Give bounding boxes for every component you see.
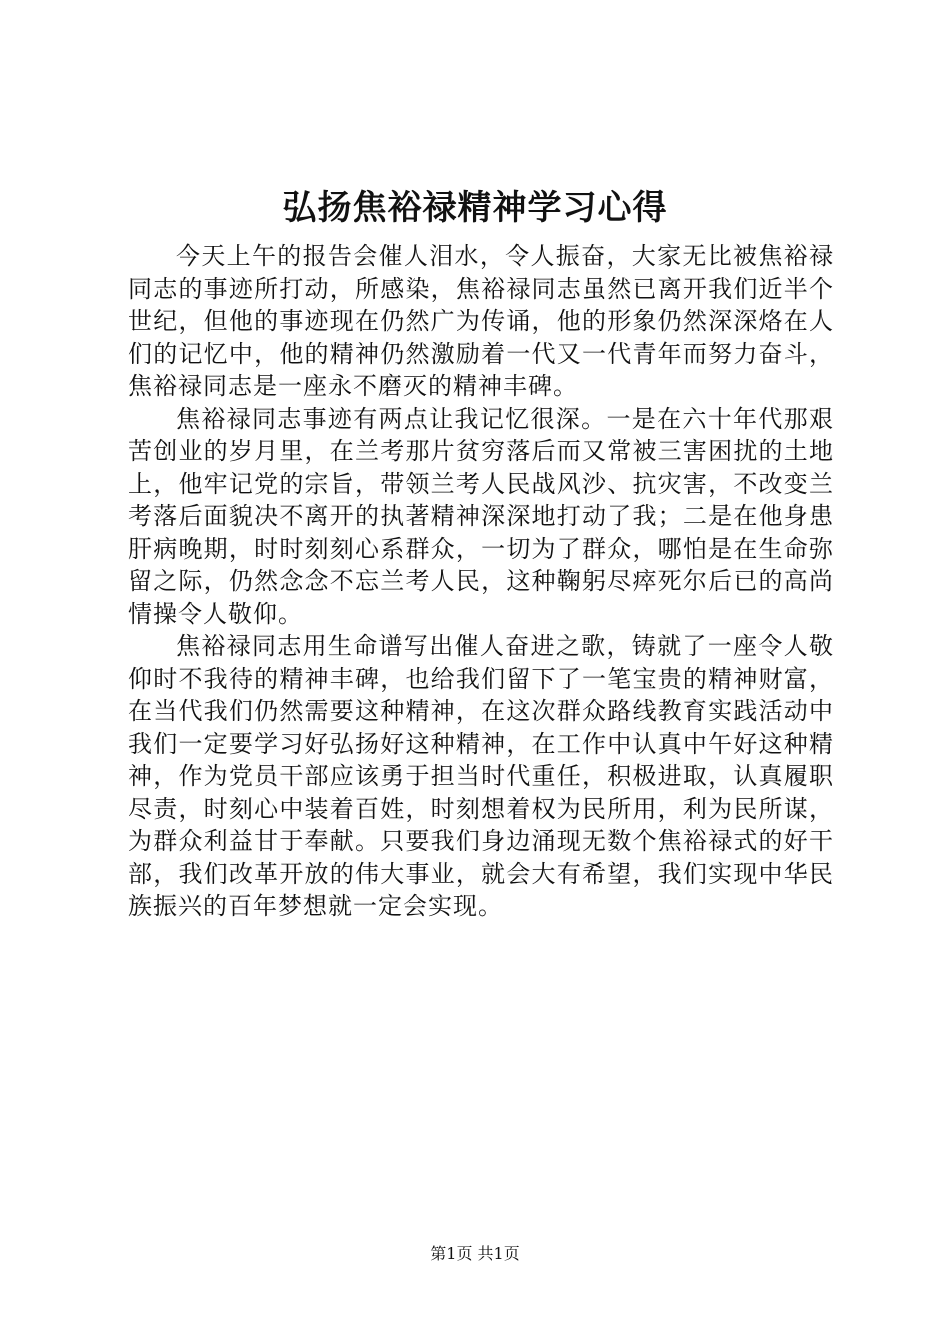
document-body — [128, 240, 834, 923]
paragraph-2: 焦裕禄同志事迹有两点让我记忆很深。一是在六十年代那艰苦创业的岁月里，在兰考那片贫穷落后而又常被三害困扰的土地上，他牢记党的宗旨，带领兰考人民战风沙、抗灾害，不改变兰考落后面貌决不离开的执著精神深深地打动了我；二是在他身患肝病晚期，时时刻刻心系群众，一切为了群众，哪怕是在生命弥留之际，仍然念念不忘兰考人民，这种鞠躬尽瘁死尔后已的高尚情操令人敬仰。 — [128, 404, 834, 628]
page-footer: 第1页 共1页 — [430, 1244, 520, 1263]
paragraph-1: 今天上午的报告会催人泪水，令人振奋，大家无比被焦裕禄同志的事迹所打动，所感染，焦裕禄同志虽然已离开我们近半个世纪，但他的事迹现在仍然广为传诵，他的形象仍然深深烙在人们的记忆中，他的精神仍然激励着一代又一代青年而努力奋斗，焦裕禄同志是一座永不磨灭的精神丰碑。 — [128, 242, 834, 400]
paragraph-3: 焦裕禄同志用生命谱写出催人奋进之歌，铸就了一座令人敬仰时不我待的精神丰碑，也给我们留下了一笔宝贵的精神财富，在当代我们仍然需要这种精神，在这次群众路线教育实践活动中我们一定要学习好弘扬好这种精神，在工作中认真中午好这种精神，作为党员干部应该勇于担当时代重任，积极进取，认真履职尽责，时刻心中装着百姓，时刻想着权为民所用，利为民所谋，为群众利益甘于奉献。只要我们身边涌现无数个焦裕禄式的好干部，我们改革开放的伟大事业，就会大有希望，我们实现中华民族振兴的百年梦想就一定会实现。 — [128, 632, 834, 920]
page-title: 弘扬焦裕禄精神学习心得 — [282, 188, 668, 228]
